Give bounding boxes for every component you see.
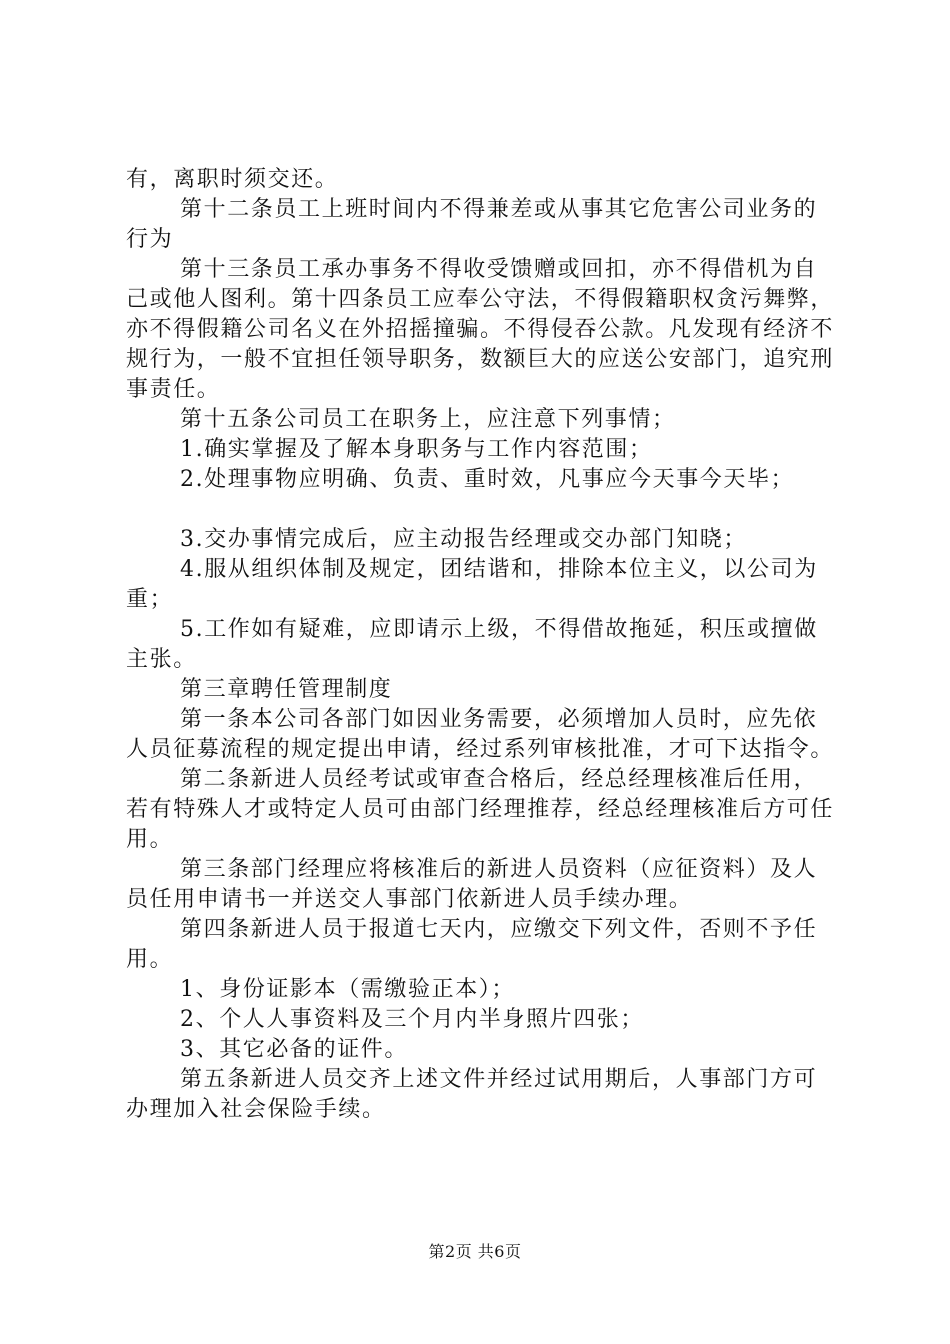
paragraph-article-5: 第五条新进人员交齐上述文件并经过试用期后，人事部门方可办理加入社会保险手续。 [126, 1067, 818, 1122]
list-item-15-2: 2.处理事物应明确、负责、重时效，凡事应今天事今天毕； [180, 467, 795, 492]
paragraph-article-12: 第十二条员工上班时间内不得兼差或从事其它危害公司业务的行为 [126, 197, 818, 252]
list-item-15-4: 4.服从组织体制及规定，团结谐和，排除本位主义，以公司为重； [126, 557, 818, 612]
list-item-15-5: 5.工作如有疑难，应即请示上级，不得借故拖延，积压或擅做主张。 [126, 617, 818, 672]
document-body [126, 165, 836, 1125]
list-item-15-1: 1.确实掌握及了解本身职务与工作内容范围； [180, 437, 653, 462]
paragraph-article-13-14: 第十三条员工承办事务不得收受馈赠或回扣，亦不得借机为自己或他人图利。第十四条员工应奉公守法，不得假籍职权贪污舞弊，亦不得假籍公司名义在外招摇撞骗。不得侵吞公款。凡发现有经济不规行为，一般不宜担任领导职务，数额巨大的应送公安部门，追究刑事责任。 [126, 257, 835, 402]
paragraph-article-2: 第二条新进人员经考试或审查合格后，经总经理核准后任用，若有特殊人才或特定人员可由部门经理推荐，经总经理核准后方可任用。 [126, 767, 835, 852]
list-item-4-1: 1、身份证影本（需缴验正本）； [180, 977, 515, 1002]
chapter-heading: 第三章聘任管理制度 [180, 677, 393, 702]
paragraph-article-1: 第一条本公司各部门如因业务需要，必须增加人员时，应先依人员征募流程的规定提出申请，经过系列审核批准，才可下达指令。 [126, 707, 835, 762]
list-item-4-3: 3、其它必备的证件。 [180, 1037, 408, 1062]
paragraph-article-3: 第三条部门经理应将核准后的新进人员资料（应征资料）及人员任用申请书一并送交人事部门依新进人员手续办理。 [126, 857, 818, 912]
paragraph-continuation: 有，离职时须交还。 [126, 167, 339, 192]
paragraph-article-4: 第四条新进人员于报道七天内，应缴交下列文件，否则不予任用。 [126, 917, 818, 972]
list-item-4-2: 2、个人人事资料及三个月内半身照片四张； [180, 1007, 644, 1032]
list-item-15-3: 3.交办事情完成后，应主动报告经理或交办部门知晓； [180, 527, 747, 552]
paragraph-article-15: 第十五条公司员工在职务上，应注意下列事情； [180, 407, 676, 432]
page-number-footer: 第2页 共6页 [428, 1242, 522, 1261]
